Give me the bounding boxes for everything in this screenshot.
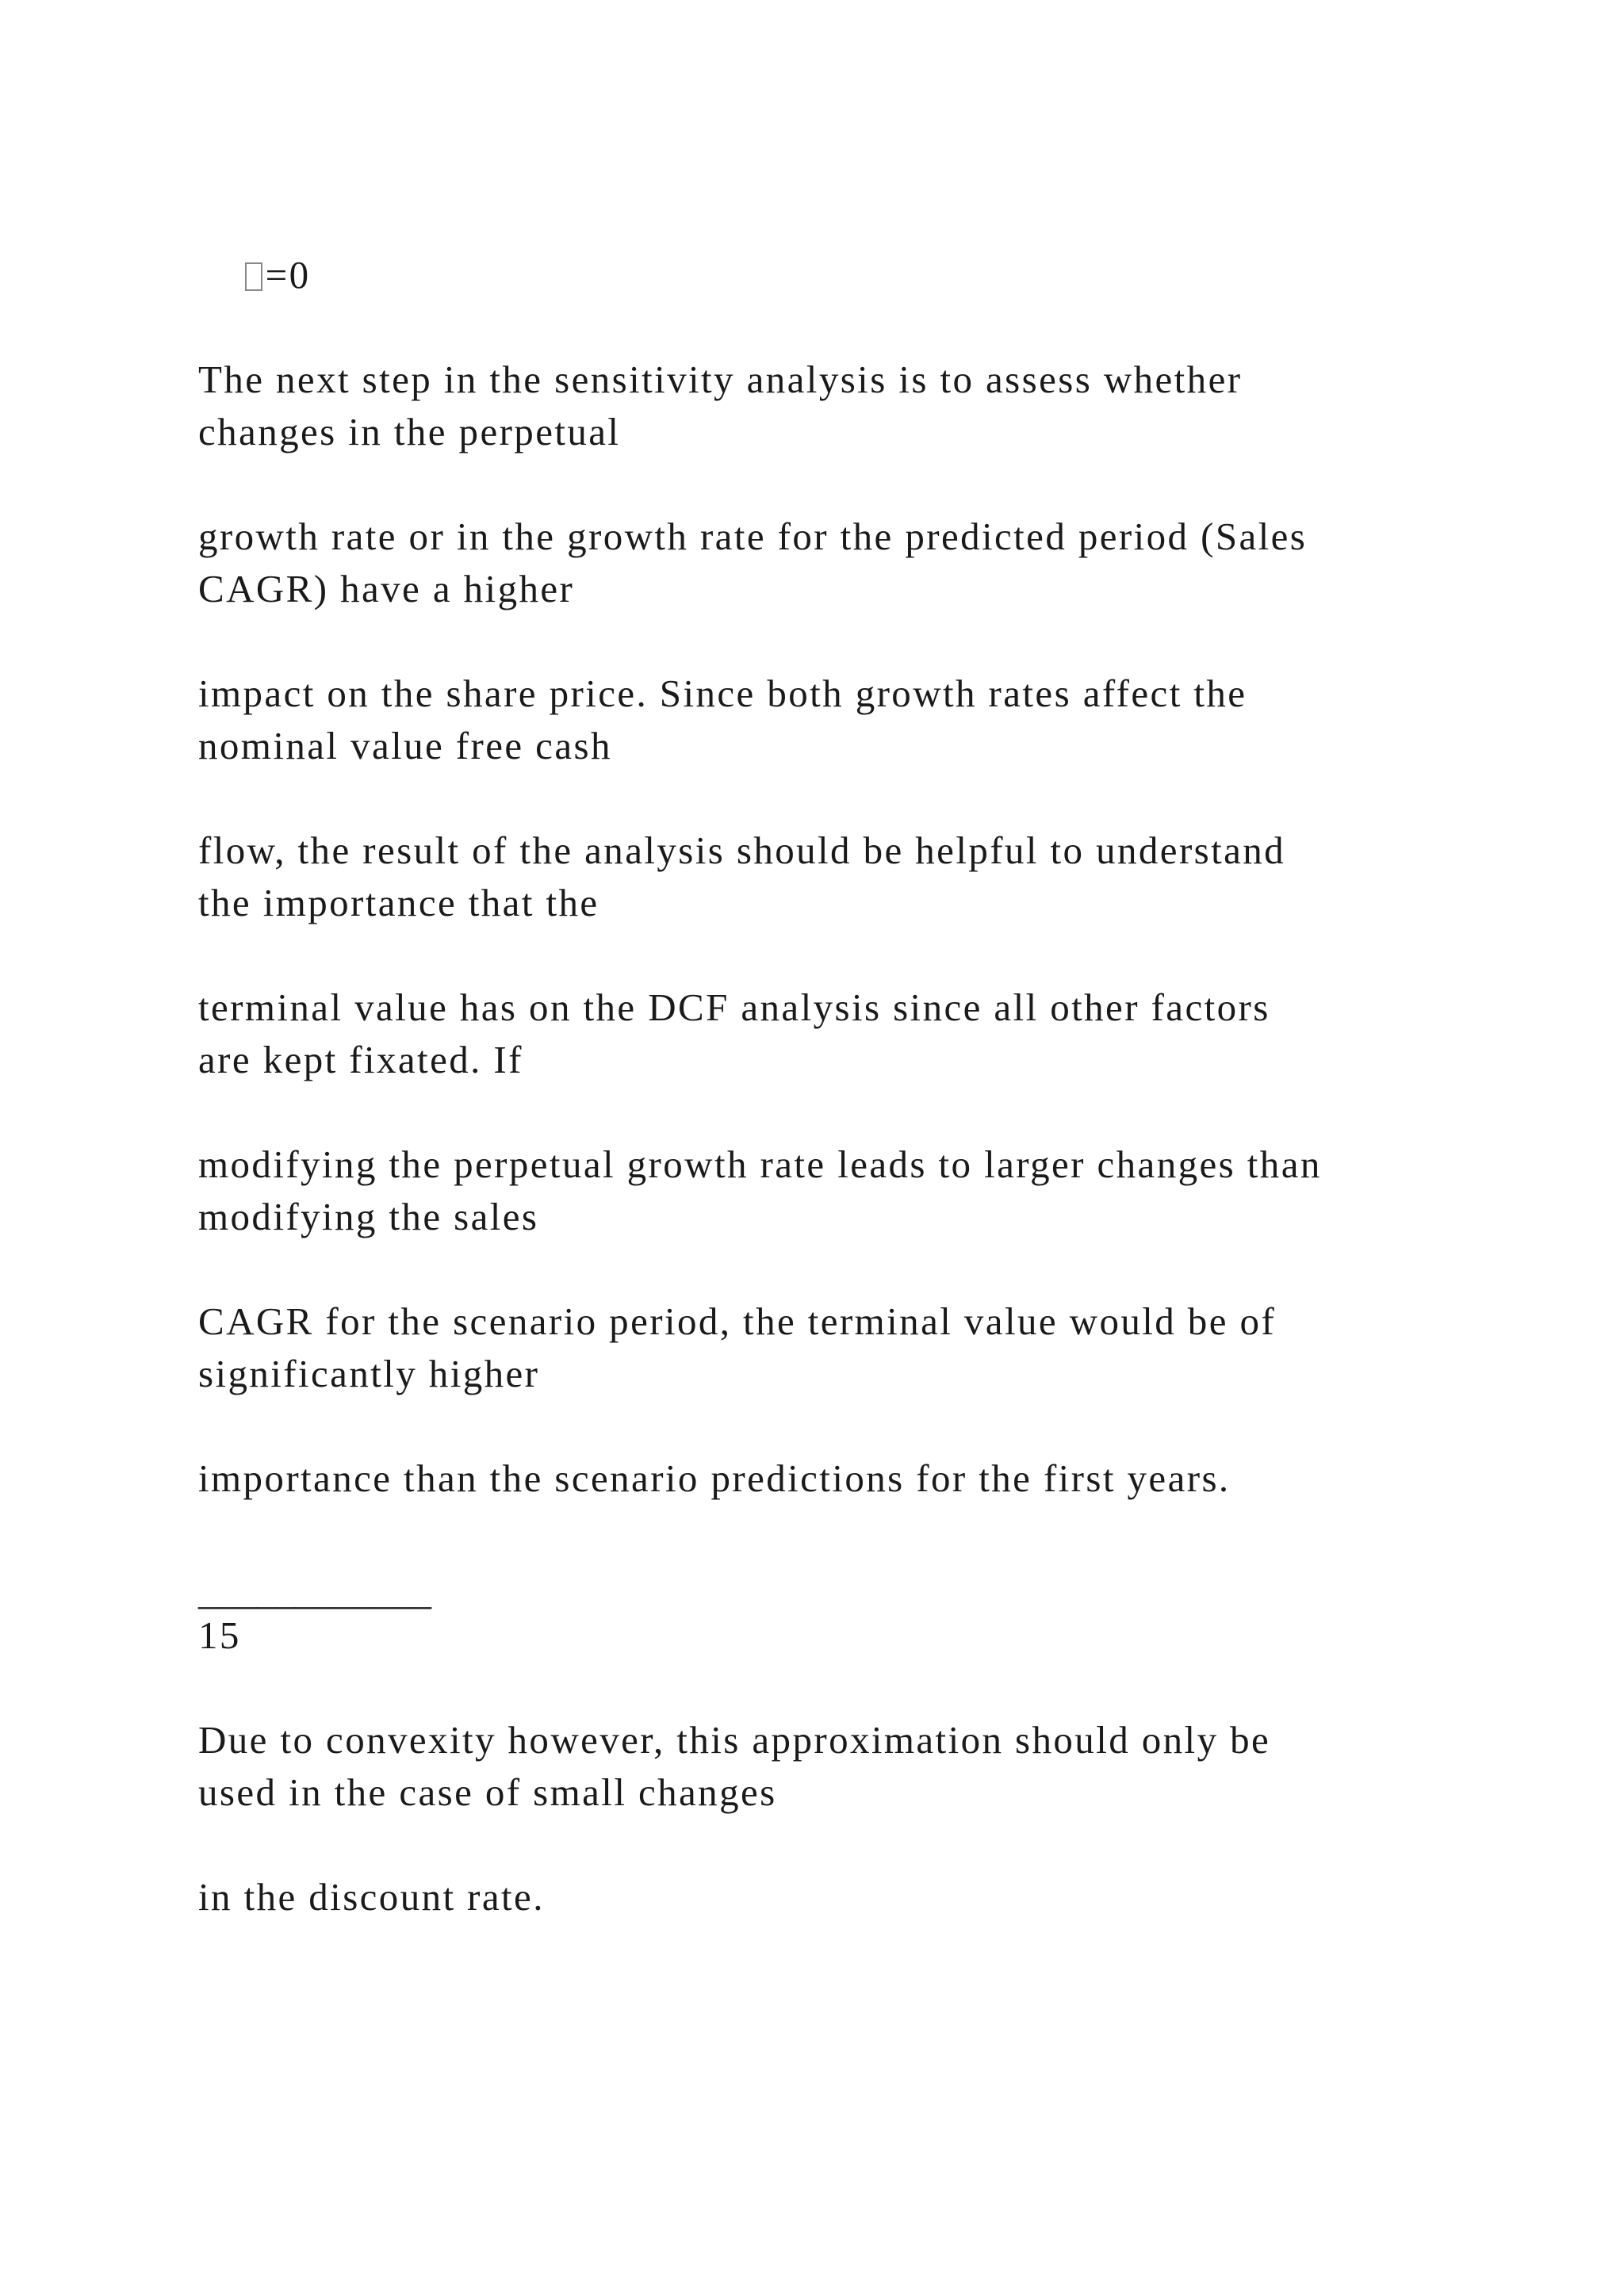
footnote-line: Due to convexity however, this approximation should only be [198,1718,1271,1762]
paragraph-line: The next step in the sensitivity analysis is to assess whether [198,358,1243,401]
paragraph-line: CAGR for the scenario period, the terminal value would be of [198,1299,1277,1343]
footnote-number: 15 [198,1613,241,1657]
paragraph-line: are kept fixated. If [198,1038,523,1081]
paragraph-line: changes in the perpetual [198,410,621,453]
footnote-line: in the discount rate. [198,1875,545,1919]
missing-glyph-box-icon [245,262,262,291]
equation-text: =0 [265,253,311,297]
paragraph-line: the importance that the [198,881,599,924]
paragraph-line: growth rate or in the growth rate for the predicted period (Sales [198,515,1308,558]
paragraph-line: significantly higher [198,1352,540,1395]
paragraph-line: terminal value has on the DCF analysis since all other factors [198,985,1270,1029]
paragraph-line: impact on the share price. Since both growth rates affect the [198,672,1247,715]
paragraph-line: flow, the result of the analysis should be helpful to understand [198,828,1286,872]
footnote-rule: ____________ [198,1569,431,1613]
paragraph-line: CAGR) have a higher [198,567,575,610]
footnote-line: used in the case of small changes [198,1770,777,1814]
equation-line [198,197,311,354]
paragraph-line: importance than the scenario predictions for the first years. [198,1456,1231,1500]
paragraph-line: modifying the sales [198,1195,539,1238]
paragraph-line: nominal value free cash [198,724,612,767]
paragraph-line: modifying the perpetual growth rate leads to larger changes than [198,1142,1322,1186]
